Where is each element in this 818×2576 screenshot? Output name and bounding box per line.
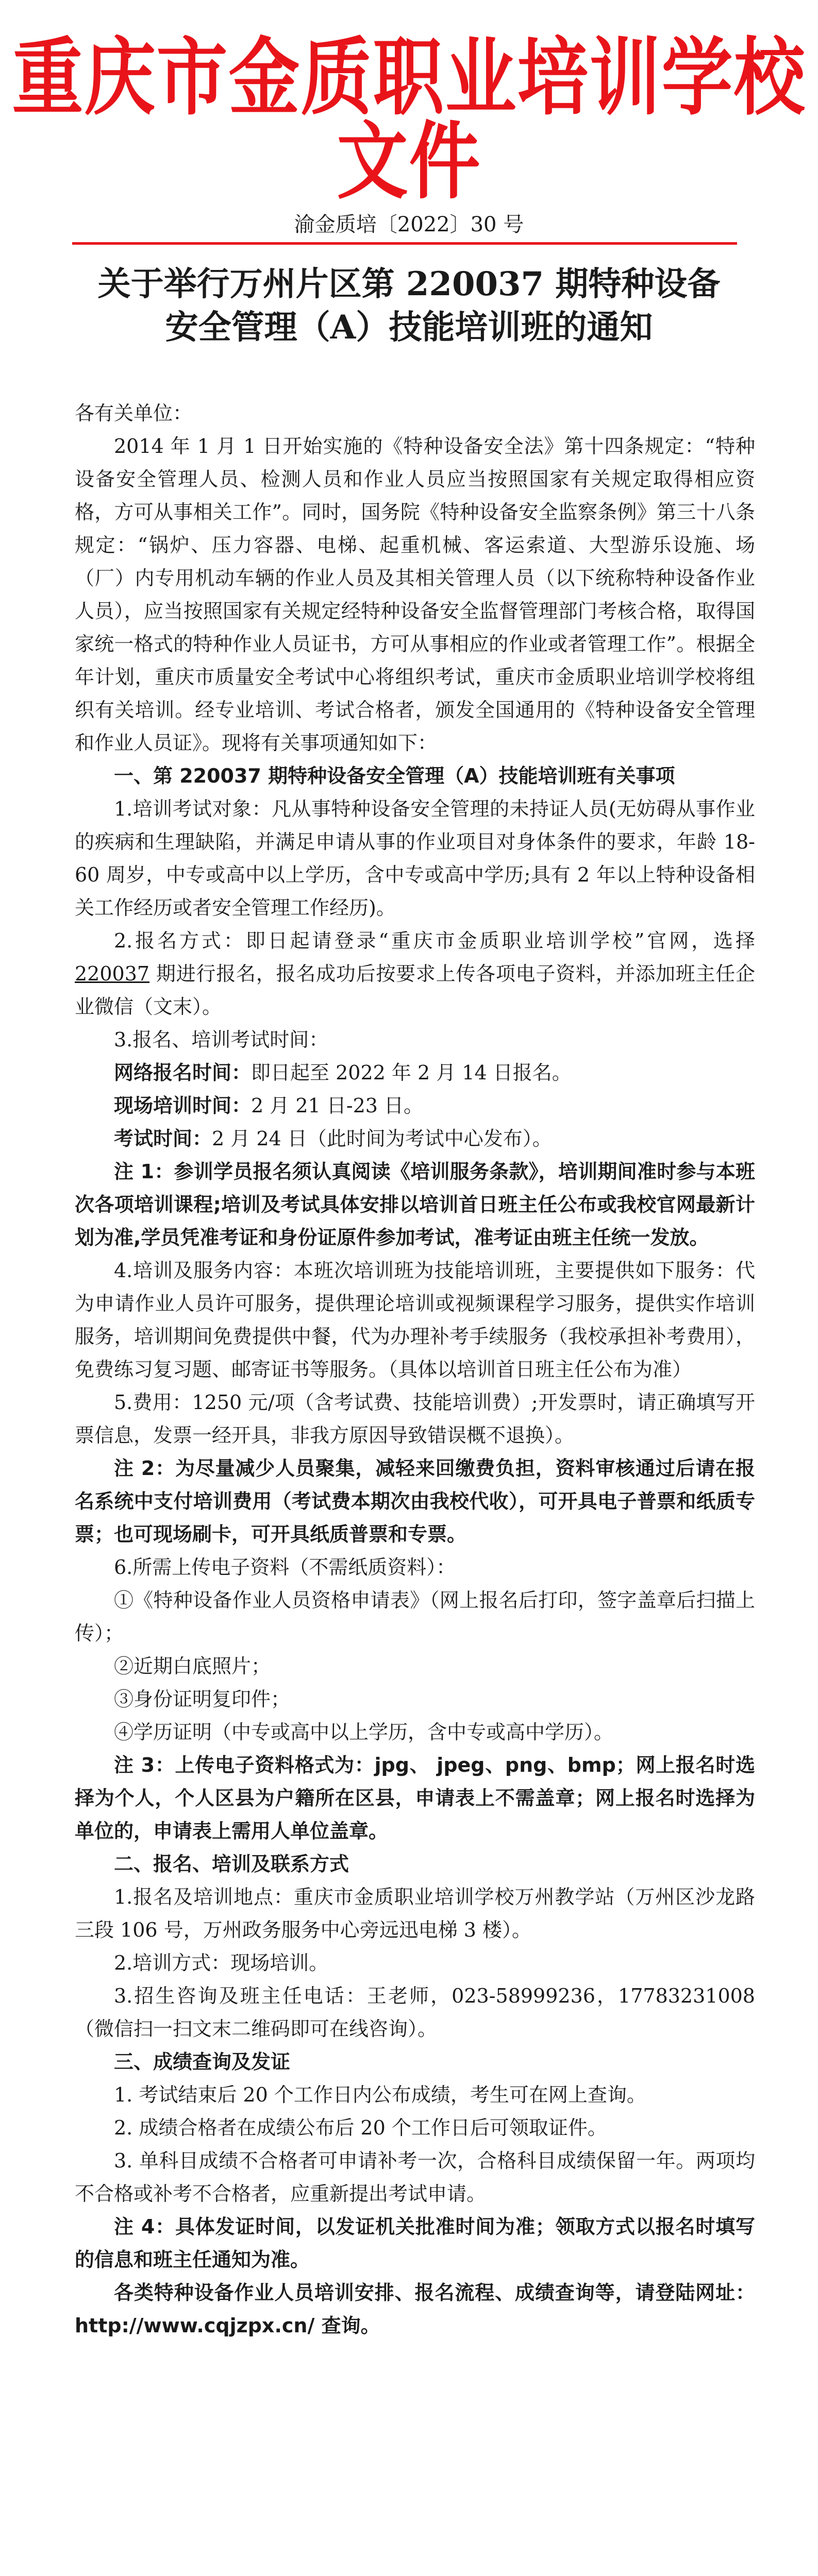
onsite-training-time (75, 1089, 755, 1122)
section-1-item-3: 3.报名、培训考试时间： (114, 1028, 329, 1051)
masthead-title: 重庆市金质职业培训学校文件 (12, 29, 806, 211)
required-file-3: ③身份证明复印件； (114, 1688, 291, 1710)
notice-title (0, 263, 818, 349)
onsite-training-value: 2 月 21 日-23 日。 (251, 1094, 424, 1117)
section-3-item-2: 2. 成绩合格者在成绩公布后 20 个工作日后可领取证件。 (114, 2116, 607, 2139)
note-3: 注 3：上传电子资料格式为：jpg、 jpeg、png、bmp；网上报名时选择为个人，个人区县为户籍所在区县，申请表上不需盖章；网上报名时选择为单位的，申请表上需用人单位盖章。 (75, 1754, 755, 1842)
online-registration-time (75, 1056, 755, 1089)
exam-time-label: 考试时间： (114, 1127, 212, 1150)
notice-title-line1: 关于举行万州片区第 220037 期特种设备 (97, 265, 721, 303)
onsite-training-label: 现场培训时间： (114, 1094, 252, 1117)
section-3-heading: 三、成绩查询及发证 (114, 2050, 291, 2073)
intro-paragraph: 2014 年 1 月 1 日开始实施的《特种设备安全法》第十四条规定：“特种设备安全管理人员、检测人员和作业人员应当按照国家有关规定取得相应资格，方可从事相关工作”。同时，国务院《特种设备安全监察条例》第三十八条规定：“锅炉、压力容器、电梯、起重机械、客运索道、大型游乐设施、场（厂）内专用机动车辆的作业人员及其相关管理人员（以下统称特种设备作业人员），应当按照国家有关规定经特种设备安全监督管理部门考核合格，取得国家统一格式的特种作业人员证书，方可从事相应的作业或者管理工作”。根据全年计划，重庆市质量安全考试中心将组织考试，重庆市金质职业培训学校将组织有关培训。经专业培训、考试合格者，颁发全国通用的《特种设备安全管理和作业人员证》。现将有关事项通知如下： (75, 435, 755, 754)
class-code: 220037 (75, 962, 150, 985)
section-3-item-3: 3. 单科目成绩不合格者可申请补考一次，合格科目成绩保留一年。两项均不合格或补考不合格者，应重新提出考试申请。 (75, 2149, 755, 2205)
required-file-1: ①《特种设备作业人员资格申请表》（网上报名后打印，签字盖章后扫描上传）； (75, 1589, 755, 1645)
required-file-2: ②近期白底照片； (114, 1655, 271, 1677)
notice-title-line2: 安全管理（A）技能培训班的通知 (165, 308, 653, 347)
note-4: 注 4：具体发证时间，以发证机关批准时间为准；领取方式以报名时填写的信息和班主任通知为准。 (75, 2215, 755, 2271)
section-2-heading: 二、报名、培训及联系方式 (114, 1853, 349, 1875)
section-3-item-1: 1. 考试结束后 20 个工作日内公布成绩，考生可在网上查询。 (114, 2083, 646, 2106)
online-registration-value: 即日起至 2022 年 2 月 14 日报名。 (251, 1061, 572, 1084)
document-number: 渝金质培〔2022〕30 号 (294, 213, 524, 236)
section-2-item-2: 2.培训方式：现场培训。 (114, 1952, 329, 1974)
section-1-heading: 一、第 220037 期特种设备安全管理（A）技能培训班有关事项 (114, 765, 675, 787)
closing-paragraph: 各类特种设备作业人员培训安排、报名流程、成绩查询等，请登陆网址：http://www.cqjzpx.cn/ 查询。 (75, 2281, 755, 2337)
section-1-item-5: 5.费用：1250 元/项（含考试费、技能培训费）;开发票时，请正确填写开票信息，发票一经开具，非我方原因导致错误概不退换）。 (75, 1391, 755, 1447)
salutation: 各有关单位： (75, 402, 193, 425)
section-2-item-1: 1.报名及培训地点：重庆市金质职业培训学校万州教学站（万州区沙龙路三段 106 号，万州政务服务中心旁远迅电梯 3 楼）。 (75, 1886, 755, 1941)
section-1-item-6: 6.所需上传电子资料（不需纸质资料）： (114, 1556, 456, 1579)
online-registration-label: 网络报名时间： (114, 1061, 252, 1084)
exam-time-value: 2 月 24 日（此时间为考试中心发布）。 (212, 1127, 552, 1150)
section-1-item-2 (75, 924, 755, 1023)
note-2: 注 2：为尽量减少人员聚集，减轻来回缴费负担，资料审核通过后请在报名系统中支付培训费用（考试费本期次由我校代收），可开具电子普票和纸质专票；也可现场刷卡，可开具纸质普票和专票。 (75, 1457, 755, 1546)
item-2-suffix: 期进行报名，报名成功后按要求上传各项电子资料，并添加班主任企业微信（文末）。 (75, 962, 755, 1018)
section-2-item-3: 3.招生咨询及班主任电话：王老师，023-58999236，17783231008（微信扫一扫文末二维码即可在线咨询）。 (75, 1985, 755, 2040)
notice-body (75, 397, 755, 2342)
item-2-prefix: 2.报名方式：即日起请登录“重庆市金质职业培训学校”官网，选择 (114, 929, 755, 952)
section-1-item-1: 1.培训考试对象：凡从事特种设备安全管理的未持证人员(无妨碍从事作业的疾病和生理缺陷，并满足申请从事的作业项目对身体条件的要求，年龄 18-60 周岁，中专或高中以上学历，含中专或高中学历;具有 2 年以上特种设备相关工作经历或者安全管理工作经历)。 (75, 798, 755, 919)
note-1: 注 1：参训学员报名须认真阅读《培训服务条款》，培训期间准时参与本班次各项培训课程;培训及考试具体安排以培训首日班主任公布或我校官网最新计划为准,学员凭准考证和身份证原件参加考试，准考证由班主任统一发放。 (75, 1160, 755, 1249)
red-divider (72, 242, 737, 245)
required-file-4: ④学历证明（中专或高中以上学历，含中专或高中学历）。 (114, 1721, 614, 1743)
section-1-item-4: 4.培训及服务内容：本班次培训班为技能培训班，主要提供如下服务：代为申请作业人员许可服务，提供理论培训或视频课程学习服务，提供实作培训服务，培训期间免费提供中餐，代为办理补考手续服务（我校承担补考费用），免费练习复习题、邮寄证书等服务。（具体以培训首日班主任公布为准） (75, 1259, 755, 1381)
exam-time (75, 1122, 755, 1155)
